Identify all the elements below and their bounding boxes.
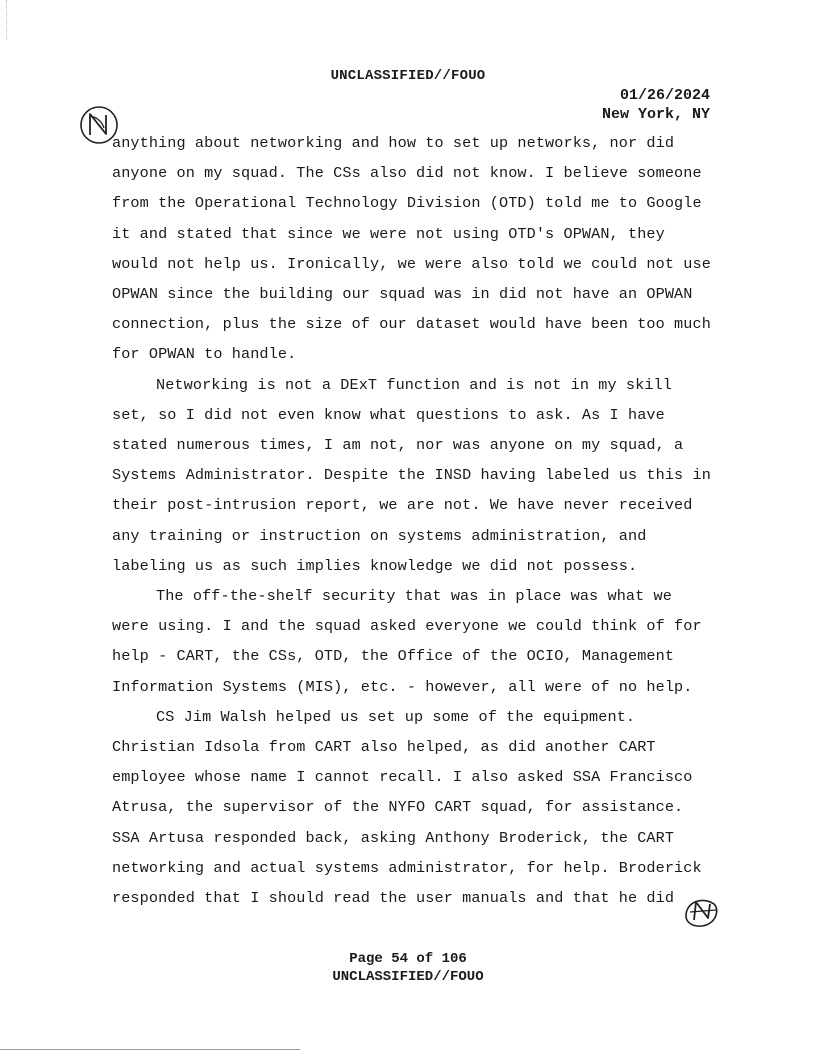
paragraph-1: anything about networking and how to set up networks, nor did anyone on my squad. The CSs also did not know. I believe someone from the Operational Technology Division (OTD) told me to Google it and stated that since we were not using OTD's OPWAN, they would not help us. Ironically, we were also told we could not use OPWAN since the building our squad was in did not have an OPWAN connection, plus the size of our dataset would have been too much for OPWAN to handle.	[112, 134, 721, 364]
header-location: New York, NY	[601, 106, 710, 123]
document-body	[112, 128, 721, 913]
bottom-divider	[0, 1049, 300, 1050]
header-classification: UNCLASSIFIED//FOUO	[330, 68, 486, 84]
paragraph-4: CS Jim Walsh helped us set up some of the equipment. Christian Idsola from CART also helped, as did another CART employee whose name I cannot recall. I also asked SSA Francisco Atrusa, the supervisor of the NYFO CART squad, for assistance. SSA Artusa responded back, asking Anthony Broderick, the CART networking and actual systems administrator, for help. Broderick responded that I should read the user manuals and that he did	[112, 707, 711, 908]
handwritten-initials-bottom-icon	[680, 890, 722, 932]
footer-classification: UNCLASSIFIED//FOUO	[332, 969, 484, 985]
page-number: Page 54 of 106	[349, 951, 467, 967]
paragraph-2: Networking is not a DExT function and is not in my skill set, so I did not even know what questions to ask. As I have stated numerous times, I am not, nor was anyone on my squad, a Systems Administrator. Despite the INSD having labeled us this in their post-intrusion report, we are not. We have never received any training or instruction on systems administration, and labeling us as such implies knowledge we did not possess.	[112, 375, 721, 575]
header-date: 01/26/2024	[619, 87, 710, 104]
paragraph-3: The off-the-shelf security that was in place was what we were using. I and the squad asked everyone we could think of for help - CART, the CSs, OTD, the Office of the OCIO, Management Information Systems (MIS), etc. - however, all were of no help.	[112, 587, 711, 696]
margin-mark	[6, 0, 7, 40]
